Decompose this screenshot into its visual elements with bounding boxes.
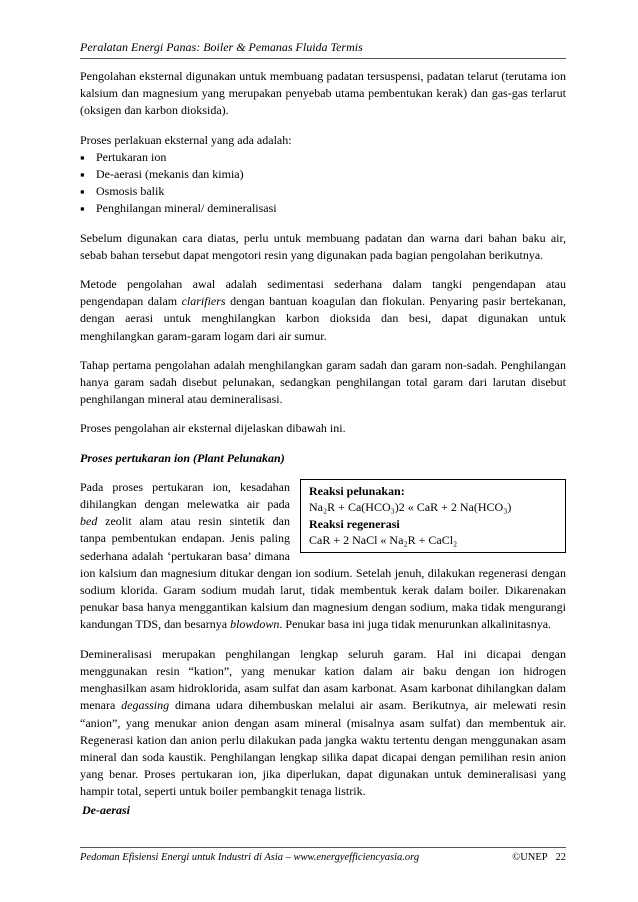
- paragraph: [80, 479, 566, 634]
- paragraph: Sebelum digunakan cara diatas, perlu untuk membuang padatan dan warna dari bahan baku air, sebab bahan tersebut dapat mengotori resin yang digunakan pada bagian pengolahan berikutnya.: [80, 230, 566, 262]
- reaction-title: Reaksi pelunakan:: [309, 483, 405, 498]
- reaction-equation: CaR + 2 NaCl « Na₂R + CaCl₂: [309, 533, 458, 548]
- list-item: ▪ De-aerasi (mekanis dan kimia): [80, 166, 566, 183]
- page-content: [80, 68, 566, 819]
- paragraph: Tahap pertama pengolahan adalah menghilangkan garam sadah dan garam non-sadah. Penghilangan hanya garam sadah disebut pelunakan, sedangkan penghilangan total garam dari larutan disebut penghilangan mineral atau demineralisasi.: [80, 357, 566, 407]
- emphasis: clarifiers: [181, 294, 226, 309]
- paragraph: Proses pengolahan air eksternal dijelaskan dibawah ini.: [80, 421, 346, 436]
- list-item: ▪ Osmosis balik: [80, 183, 566, 200]
- text-run: . Penukar basa ini juga tidak menurunkan alkalinitasnya.: [279, 617, 552, 632]
- text-run: zeolit alam atau resin sintetik dan tanpa pembentukan endapan. Jenis paling sederhana adalah ‘pertukaran basa’ dimana ion kalsium dan magnesium ditukar dengan ion sodium. Setelah jenuh, dilakukan regenerasi dengan sodium klorida. Garam sodium mudah larut, tidak membentuk kerak dalam boiler. Dikarenakan penukar basa hanya menggantikan kalsium dan magnesium dengan sodium, maka tidak mengurangi kandungan TDS, dan besarnya: [80, 514, 566, 632]
- text-run: dengan bantuan koagulan dan flokulan. Penyaring pasir bertekanan, dengan aerasi untuk menghilangkan karbon dioksida dan besi, dapat digunakan untuk menghilangkan garam-garam logam dari air sumur.: [80, 294, 567, 343]
- reaction-title: Reaksi regenerasi: [309, 516, 400, 531]
- section-heading: Proses pertukaran ion (Plant Pelunakan): [80, 450, 285, 465]
- footer-page-info: [512, 852, 566, 863]
- reaction-box: [300, 479, 566, 553]
- text-run: Metode pengolahan awal adalah sedimentasi sederhana dalam tangki pengendapan atau pengendapan dalam: [80, 277, 566, 309]
- emphasis: degassing: [121, 698, 170, 713]
- copyright: ©UNEP: [512, 852, 548, 863]
- list-item: ▪ Penghilangan mineral/ demineralisasi: [80, 200, 566, 217]
- text-run: Demineralisasi merupakan penghilangan lengkap seluruh garam. Hal ini dicapai dengan menggunakan resin “kation”, yang menukar kation dalam air baku dengan ion hidrogen menghasilkan asam hidroklorida, asam sulfat dan asam karbonat. Asam karbonat dihilangkan dalam menara: [80, 646, 566, 713]
- paragraph: [80, 646, 566, 801]
- paragraph: Pengolahan eksternal digunakan untuk membuang padatan tersuspensi, padatan telarut (terutama ion kalsium dan magnesium yang merupakan penyebab utama pembentukan kerak) dan gas-gas terlarut (oksigen dan karbon dioksida).: [80, 69, 566, 118]
- text-run: dimana udara dihembuskan melalui air asam. Berikutnya, air melewati resin “anion”, yang menukar anion dengan asam mineral (misalnya asam sulfat) dan membentuk air. Regenerasi kation dan anion perlu dilakukan pada jangka waktu tertentu dengan menggunakan asam mineral dan soda kaustik. Penghilangan lengkap silika dapat dicapai dengan pemilihan resin anion yang benar. Proses pertukaran ion, jika diperlukan, dapat digunakan untuk demineralisasi yang hampir total, seperti untuk boiler pembangkit tenaga listrik.: [80, 698, 566, 799]
- list-item: ▪ Pertukaran ion: [80, 149, 566, 166]
- footer-source: Pedoman Efisiensi Energi untuk Industri di Asia – www.energyefficiencyasia.org: [80, 852, 420, 863]
- emphasis: bed: [80, 514, 98, 529]
- page-header: Peralatan Energi Panas: Boiler & Pemanas Fluida Termis: [80, 40, 566, 59]
- section-heading: De-aerasi: [82, 802, 130, 817]
- text-run: Pada proses pertukaran ion, kesadahan dihilangkan dengan melewatka air pada: [80, 479, 290, 512]
- page-footer: [80, 847, 566, 863]
- reaction-equation: Na₂R + Ca(HCO₃)2 « CaR + 2 Na(HCO₃): [309, 500, 512, 515]
- bullet-list: [80, 149, 566, 218]
- emphasis: blowdown: [230, 617, 280, 632]
- page-number: 22: [555, 852, 566, 863]
- paragraph: [80, 276, 566, 345]
- paragraph: Proses perlakuan eksternal yang ada adalah:: [80, 132, 292, 147]
- document-page: [80, 0, 566, 902]
